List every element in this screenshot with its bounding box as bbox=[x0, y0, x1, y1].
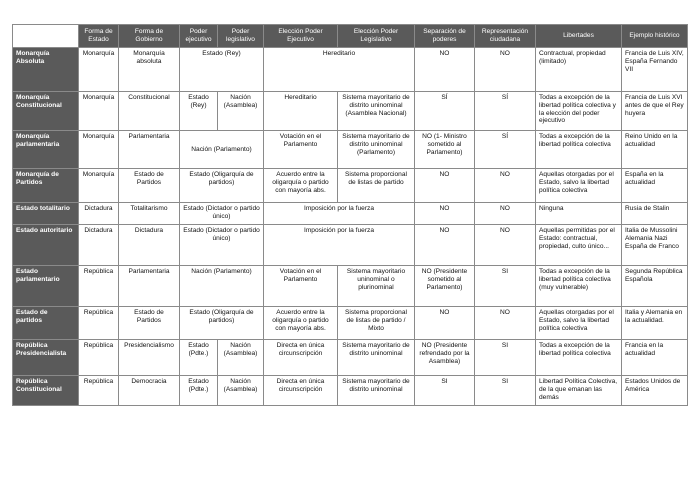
poderes-cell: Estado (Rey) bbox=[180, 48, 264, 92]
table-row bbox=[13, 376, 688, 406]
separacion-cell: NO bbox=[415, 225, 475, 266]
row-header: Monarquía parlamentaria bbox=[13, 131, 79, 169]
row-header: Monarquía Absoluta bbox=[13, 48, 79, 92]
eleccion-legislativo-cell: Sistema mayoritario uninominal o plurinominal bbox=[338, 266, 415, 307]
ejemplo-cell: Segunda República Española bbox=[622, 266, 688, 307]
libertades-cell: Contractual, propiedad (limitado) bbox=[536, 48, 622, 92]
forma-estado-cell: República bbox=[79, 266, 119, 307]
table-row bbox=[13, 307, 688, 340]
eleccion-cell: Hereditario bbox=[264, 48, 415, 92]
separacion-cell: NO (Presidente sometido al Parlamento) bbox=[415, 266, 475, 307]
ejemplo-cell: Italia de Mussolini Alemania Nazi España de Franco bbox=[622, 225, 688, 266]
forma-estado-cell: República bbox=[79, 376, 119, 406]
eleccion-cell: Imposición por la fuerza bbox=[264, 203, 415, 225]
row-header: Estado autoritario bbox=[13, 225, 79, 266]
representacion-cell: SI bbox=[475, 266, 536, 307]
header-representacion: Representación ciudadana bbox=[475, 25, 536, 48]
ejemplo-cell: Rusia de Stalin bbox=[622, 203, 688, 225]
libertades-cell: Todas a excepción de la libertad política colectiva (muy vulnerable) bbox=[536, 266, 622, 307]
forma-estado-cell: República bbox=[79, 307, 119, 340]
header-poder-legislativo: Poder legislativo bbox=[218, 25, 264, 48]
representacion-cell: SÍ bbox=[475, 131, 536, 169]
eleccion-ejecutivo-cell: Acuerdo entre la oligarquía o partido con mayoría abs. bbox=[264, 169, 338, 203]
legislativo-cell: Nación (Asamblea) bbox=[218, 340, 264, 376]
poderes-cell: Nación (Parlamento) bbox=[180, 131, 264, 169]
eleccion-legislativo-cell: Sistema mayoritario de distrito uninominal (Asamblea Nacional) bbox=[338, 92, 415, 131]
poderes-cell: Estado (Dictador o partido único) bbox=[180, 225, 264, 266]
representacion-cell: NO bbox=[475, 307, 536, 340]
ejecutivo-cell: Estado (Pdte.) bbox=[180, 340, 218, 376]
forma-estado-cell: Monarquía bbox=[79, 131, 119, 169]
eleccion-legislativo-cell: Sistema proporcional de listas de partido bbox=[338, 169, 415, 203]
table-row bbox=[13, 48, 688, 92]
eleccion-legislativo-cell: Sistema mayoritario de distrito uninominal (Parlamento) bbox=[338, 131, 415, 169]
ejemplo-cell: Francia de Luis XIV, España Fernando VII bbox=[622, 48, 688, 92]
table-row bbox=[13, 203, 688, 225]
forma-gobierno-cell: Dictadura bbox=[119, 225, 180, 266]
eleccion-ejecutivo-cell: Directa en única circunscripción bbox=[264, 340, 338, 376]
poderes-cell: Nación (Parlamento) bbox=[180, 266, 264, 307]
separacion-cell: NO bbox=[415, 203, 475, 225]
libertades-cell: Ninguna bbox=[536, 203, 622, 225]
representacion-cell: SI bbox=[475, 376, 536, 406]
ejemplo-cell: Estados Unidos de América bbox=[622, 376, 688, 406]
legislativo-cell: Nación (Asamblea) bbox=[218, 376, 264, 406]
libertades-cell: Aquellas permitidas por el Estado: contractual, propiedad, culto único... bbox=[536, 225, 622, 266]
poderes-cell: Estado (Oligarquía de partidos) bbox=[180, 307, 264, 340]
forma-estado-cell: Monarquía bbox=[79, 169, 119, 203]
forma-gobierno-cell: Democracia bbox=[119, 376, 180, 406]
forma-gobierno-cell: Parlamentaria bbox=[119, 266, 180, 307]
ejemplo-cell: Francia en la actualidad bbox=[622, 340, 688, 376]
table-row bbox=[13, 340, 688, 376]
eleccion-ejecutivo-cell: Directa en única circunscripción bbox=[264, 376, 338, 406]
ejemplo-cell: Reino Unido en la actualidad bbox=[622, 131, 688, 169]
ejecutivo-cell: Estado (Pdte.) bbox=[180, 376, 218, 406]
eleccion-ejecutivo-cell: Hereditario bbox=[264, 92, 338, 131]
ejecutivo-cell: Estado (Rey) bbox=[180, 92, 218, 131]
row-header: Monarquía Constitucional bbox=[13, 92, 79, 131]
forma-estado-cell: Monarquía bbox=[79, 48, 119, 92]
table-row bbox=[13, 92, 688, 131]
eleccion-ejecutivo-cell: Acuerdo entre la oligarquía o partido con mayoría abs. bbox=[264, 307, 338, 340]
legislativo-cell: Nación (Asamblea) bbox=[218, 92, 264, 131]
libertades-cell: Aquellas otorgadas por el Estado, salvo la libertad política colectiva bbox=[536, 307, 622, 340]
eleccion-legislativo-cell: Sistema proporcional de listas de partido / Mixto bbox=[338, 307, 415, 340]
table-row bbox=[13, 169, 688, 203]
separacion-cell: NO (Presidente refrendado por la Asamblea) bbox=[415, 340, 475, 376]
table-row bbox=[13, 131, 688, 169]
separacion-cell: SI bbox=[415, 376, 475, 406]
forma-estado-cell: Dictadura bbox=[79, 203, 119, 225]
separacion-cell: NO bbox=[415, 48, 475, 92]
poderes-cell: Estado (Oligarquía de partidos) bbox=[180, 169, 264, 203]
representacion-cell: SÍ bbox=[475, 92, 536, 131]
forma-gobierno-cell: Estado de Partidos bbox=[119, 169, 180, 203]
row-header: Estado parlamentario bbox=[13, 266, 79, 307]
eleccion-legislativo-cell: Sistema mayoritario de distrito uninominal bbox=[338, 340, 415, 376]
libertades-cell: Aquellas otorgadas por el Estado, salvo la libertad política colectiva bbox=[536, 169, 622, 203]
header-eleccion-ejecutivo: Elección Poder Ejecutivo bbox=[264, 25, 338, 48]
row-header: República Constitucional bbox=[13, 376, 79, 406]
separacion-cell: NO bbox=[415, 307, 475, 340]
forma-gobierno-cell: Estado de Partidos bbox=[119, 307, 180, 340]
forms-of-state-table bbox=[12, 24, 688, 406]
separacion-cell: NO (1- Ministro sometido al Parlamento) bbox=[415, 131, 475, 169]
representacion-cell: SI bbox=[475, 340, 536, 376]
forma-gobierno-cell: Totalitarismo bbox=[119, 203, 180, 225]
libertades-cell: Todas a excepción de la libertad política colectiva bbox=[536, 131, 622, 169]
row-header: República Presidencialista bbox=[13, 340, 79, 376]
forma-gobierno-cell: Monarquía absoluta bbox=[119, 48, 180, 92]
ejemplo-cell: Francia de Luis XVI antes de que el Rey huyera bbox=[622, 92, 688, 131]
header-ejemplo: Ejemplo histórico bbox=[622, 25, 688, 48]
separacion-cell: SÍ bbox=[415, 92, 475, 131]
eleccion-cell: Imposición por la fuerza bbox=[264, 225, 415, 266]
header-libertades: Libertades bbox=[536, 25, 622, 48]
representacion-cell: NO bbox=[475, 225, 536, 266]
eleccion-legislativo-cell: Sistema mayoritario de distrito uninominal bbox=[338, 376, 415, 406]
eleccion-ejecutivo-cell: Votación en el Parlamento bbox=[264, 266, 338, 307]
forma-estado-cell: Monarquía bbox=[79, 92, 119, 131]
header-eleccion-legislativo: Elección Poder Legislativo bbox=[338, 25, 415, 48]
ejemplo-cell: España en la actualidad bbox=[622, 169, 688, 203]
table-row bbox=[13, 225, 688, 266]
forma-estado-cell: Dictadura bbox=[79, 225, 119, 266]
row-header: Monarquía de Partidos bbox=[13, 169, 79, 203]
poderes-cell: Estado (Dictador o partido único) bbox=[180, 203, 264, 225]
corner-cell bbox=[13, 25, 79, 48]
forma-estado-cell: República bbox=[79, 340, 119, 376]
forma-gobierno-cell: Parlamentaria bbox=[119, 131, 180, 169]
separacion-cell: NO bbox=[415, 169, 475, 203]
forma-gobierno-cell: Constitucional bbox=[119, 92, 180, 131]
libertades-cell: Todas a excepción de la libertad política colectiva bbox=[536, 340, 622, 376]
row-header: Estado totalitario bbox=[13, 203, 79, 225]
header-separacion: Separación de poderes bbox=[415, 25, 475, 48]
header-row bbox=[13, 25, 688, 48]
header-forma-estado: Forma de Estado bbox=[79, 25, 119, 48]
eleccion-ejecutivo-cell: Votación en el Parlamento bbox=[264, 131, 338, 169]
ejemplo-cell: Italia y Alemania en la actualidad. bbox=[622, 307, 688, 340]
header-forma-gobierno: Forma de Gobierno bbox=[119, 25, 180, 48]
table-row bbox=[13, 266, 688, 307]
header-poder-ejecutivo: Poder ejecutivo bbox=[180, 25, 218, 48]
row-header: Estado de partidos bbox=[13, 307, 79, 340]
libertades-cell: Todas a excepción de la libertad política colectiva y la elección del poder ejecutivo bbox=[536, 92, 622, 131]
libertades-cell: Libertad Política Colectiva, de la que emanan las demás bbox=[536, 376, 622, 406]
representacion-cell: NO bbox=[475, 203, 536, 225]
representacion-cell: NO bbox=[475, 48, 536, 92]
forma-gobierno-cell: Presidencialismo bbox=[119, 340, 180, 376]
representacion-cell: NO bbox=[475, 169, 536, 203]
